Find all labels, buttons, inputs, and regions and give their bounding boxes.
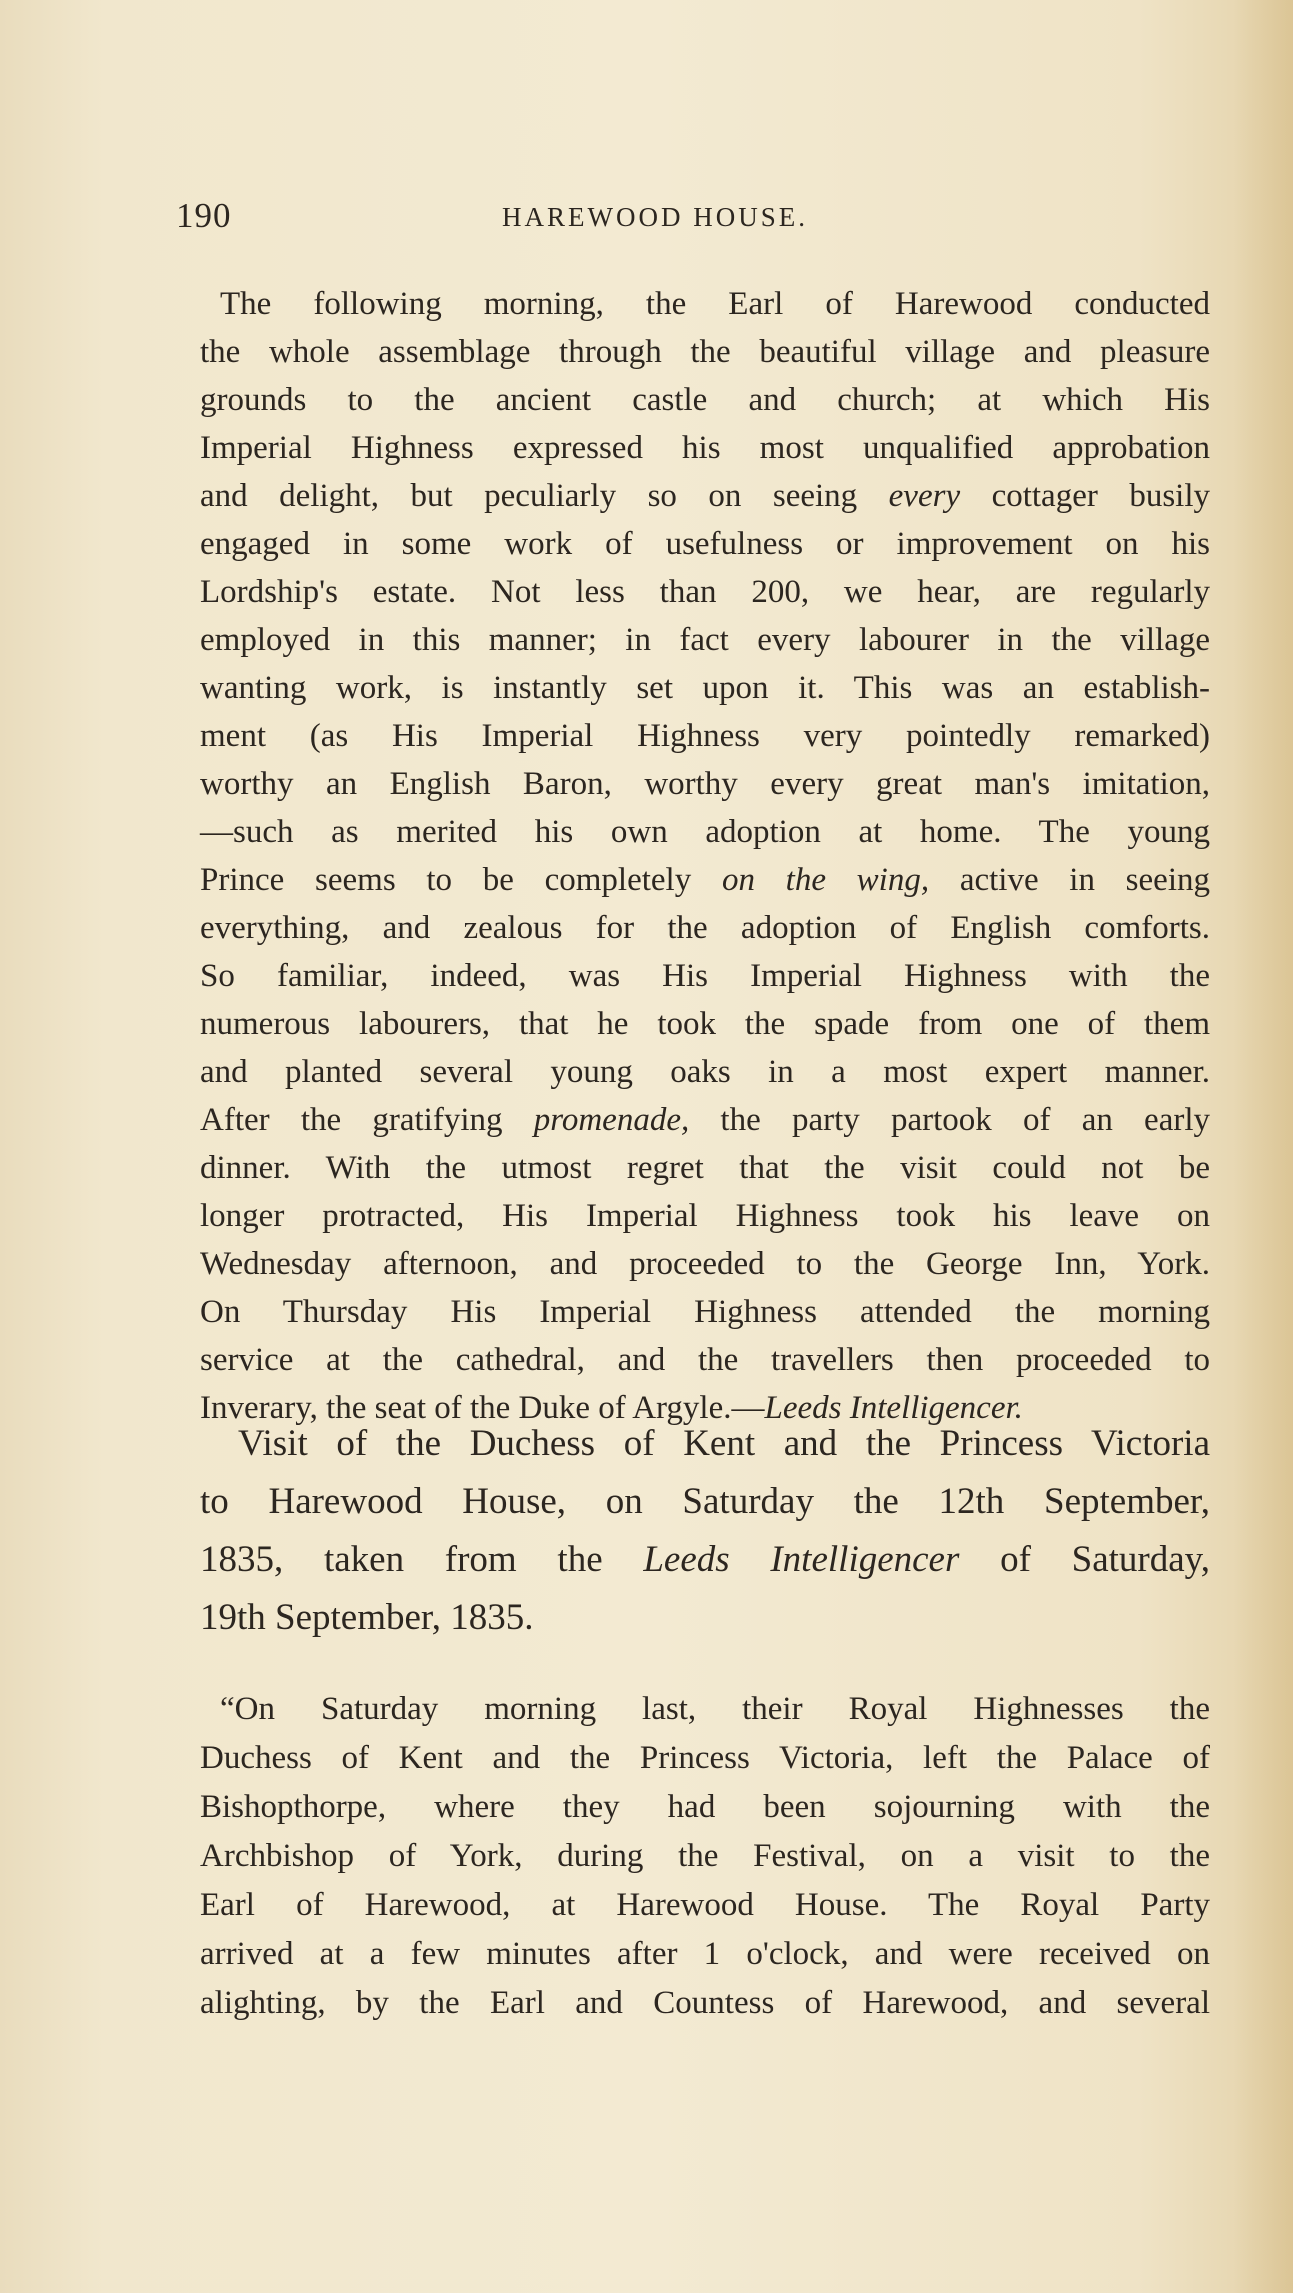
text-line: arrived at a few minutes after 1 o'clock, and were received on [200, 1936, 1210, 1972]
text-run: 1835, taken from the [200, 1539, 644, 1580]
text-line: numerous labourers, that he took the spade from one of them [200, 1006, 1210, 1042]
italic-run: on the wing, [721, 862, 930, 898]
text-line: engaged in some work of usefulness or improvement on his [200, 526, 1210, 562]
text-line: everything, and zealous for the adoption of English comforts. [200, 910, 1210, 946]
page-header [176, 196, 1206, 240]
source-citation: Leeds Intelligencer. [764, 1390, 1023, 1426]
page-number: 190 [176, 196, 232, 235]
page-edge-shadow [1233, 0, 1293, 2293]
text-line: and planted several young oaks in a most expert manner. [200, 1054, 1210, 1090]
text-line: The following morning, the Earl of Harewood conducted [220, 286, 1210, 322]
paragraph-royal-visit [200, 1685, 1210, 2028]
text-run: Prince seems to be completely [200, 862, 722, 898]
italic-run: promenade, [533, 1102, 690, 1138]
paragraph-earl-of-harewood [200, 280, 1210, 1432]
text-line: Imperial Highness expressed his most unqualified approbation [200, 430, 1210, 466]
text-run: After the gratifying [200, 1102, 534, 1138]
heading-line: 19th September, 1835. [200, 1597, 534, 1638]
running-head: HAREWOOD HOUSE. [502, 202, 808, 232]
italic-run: every [888, 478, 961, 514]
text-line: alighting, by the Earl and Countess of Harewood, and several [200, 1985, 1210, 2021]
text-line [200, 472, 1210, 520]
text-line [200, 856, 1210, 904]
text-run: the party partook of an early [689, 1102, 1211, 1138]
text-line: longer protracted, His Imperial Highness took his leave on [200, 1198, 1210, 1234]
text-line: worthy an English Baron, worthy every great man's imitation, [200, 766, 1210, 802]
text-line: On Thursday His Imperial Highness attended the morning [200, 1294, 1210, 1330]
text-line: grounds to the ancient castle and church; at which His [200, 382, 1210, 418]
text-line: Bishopthorpe, where they had been sojourning with the [200, 1789, 1210, 1825]
text-line: dinner. With the utmost regret that the visit could not be [200, 1150, 1210, 1186]
text-run: Inverary, the seat of the Duke of Argyle.— [200, 1390, 765, 1426]
italic-run: Leeds Intelligencer [643, 1539, 960, 1580]
text-line: Lordship's estate. Not less than 200, we hear, are regularly [200, 574, 1210, 610]
text-line: employed in this manner; in fact every labourer in the village [200, 622, 1210, 658]
text-line: service at the cathedral, and the travellers then proceeded to [200, 1342, 1210, 1378]
text-line: ment (as His Imperial Highness very pointedly remarked) [200, 718, 1210, 754]
text-line: —such as merited his own adoption at home. The young [200, 814, 1210, 850]
text-line: Duchess of Kent and the Princess Victoria, left the Palace of [200, 1740, 1210, 1776]
text-run: active in seeing [929, 862, 1210, 898]
text-line: Earl of Harewood, at Harewood House. The Royal Party [200, 1887, 1210, 1923]
heading-line: to Harewood House, on Saturday the 12th September, [200, 1481, 1210, 1522]
text-line: So familiar, indeed, was His Imperial Highness with the [200, 958, 1210, 994]
heading-line [200, 1531, 1210, 1589]
section-heading [200, 1415, 1210, 1647]
text-line: Wednesday afternoon, and proceeded to the George Inn, York. [200, 1246, 1210, 1282]
text-line: wanting work, is instantly set upon it. This was an establish- [200, 670, 1210, 706]
heading-line: Visit of the Duchess of Kent and the Princess Victoria [238, 1423, 1210, 1464]
text-line [200, 1096, 1210, 1144]
text-line: the whole assemblage through the beautiful village and pleasure [200, 334, 1210, 370]
text-run: and delight, but peculiarly so on seeing [200, 478, 889, 514]
text-line: Archbishop of York, during the Festival, on a visit to the [200, 1838, 1210, 1874]
text-run: cottager busily [960, 478, 1210, 514]
text-line: “On Saturday morning last, their Royal Highnesses the [220, 1691, 1210, 1727]
text-run: of Saturday, [959, 1539, 1210, 1580]
